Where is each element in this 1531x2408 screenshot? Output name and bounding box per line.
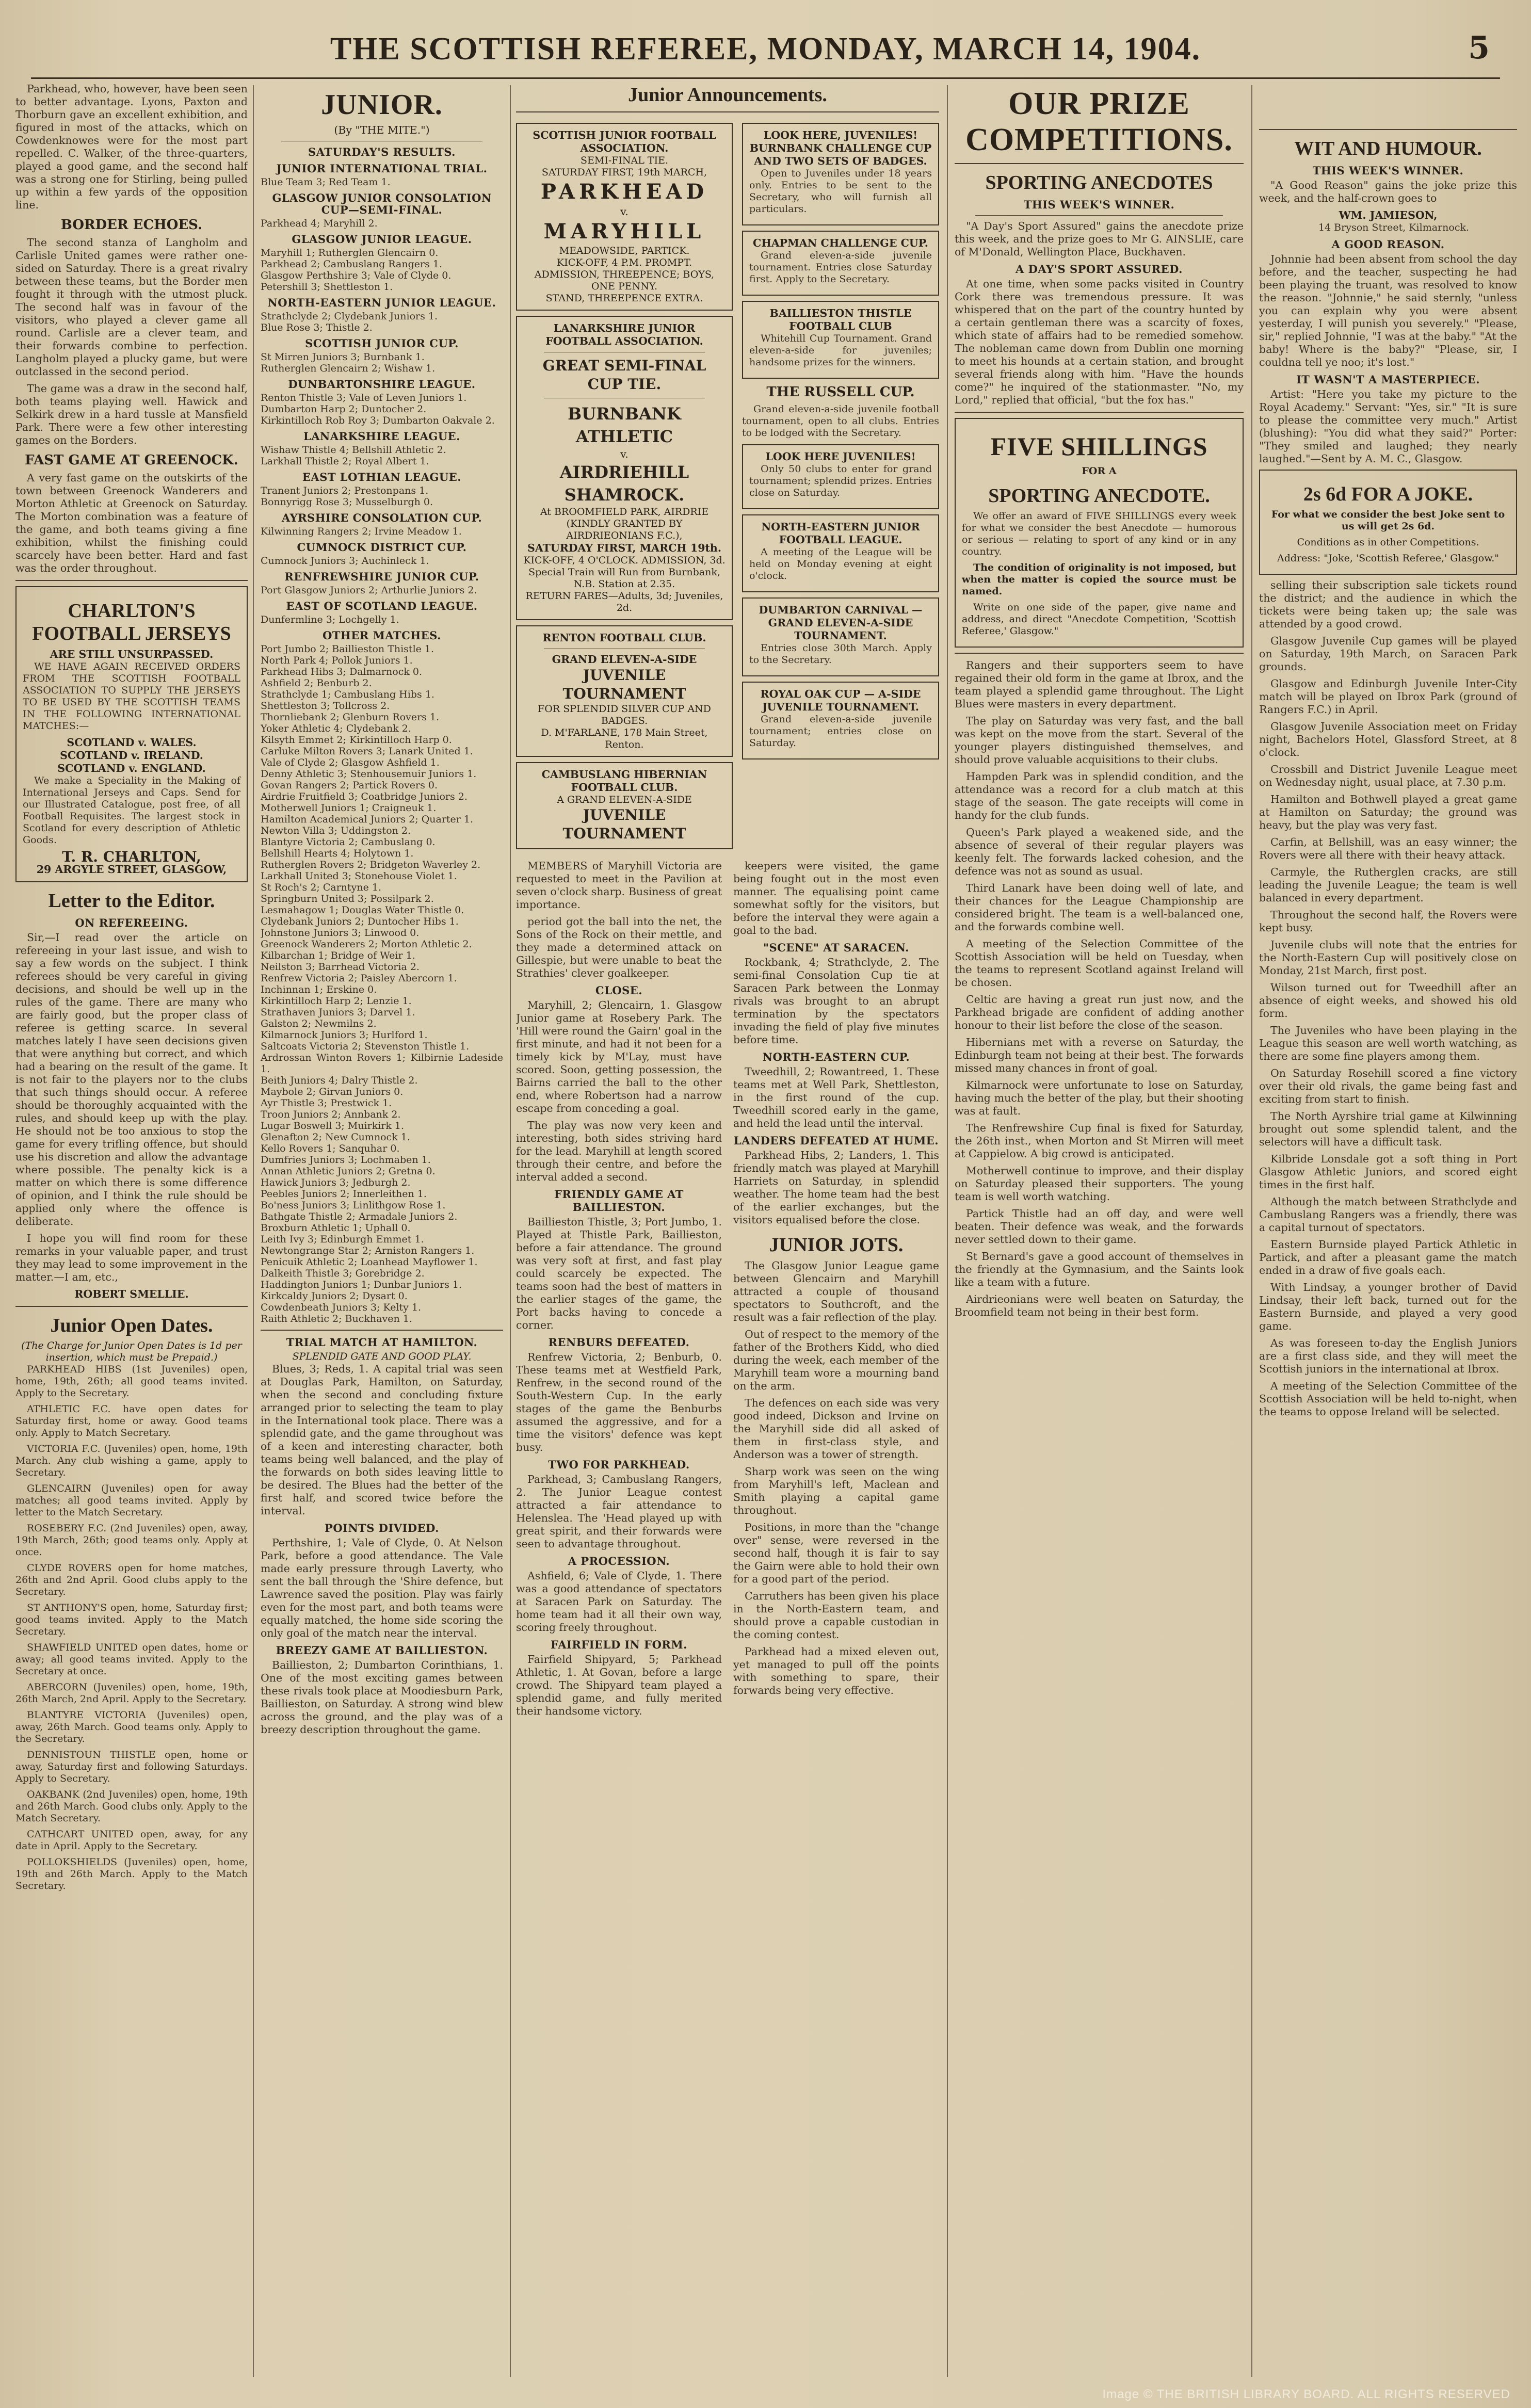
renton-notice — [516, 625, 733, 757]
trial-heading: TRIAL MATCH AT HAMILTON. — [286, 1336, 478, 1349]
results-section: AYRSHIRE CONSOLATION CUP. — [281, 511, 482, 524]
column-4: OUR PRIZE COMPETITIONS. SPORTING ANECDOTES THIS WEEK'S WINNER. "A Day's Sport Assured" gains the anecdote prize this week, and the prize goes to Mr G. AINSLIE, care of M'Donald, Wellington Place, Buckhaven. A DAY'S SPORT ASSURED. At one time, when some packs visited in Country Cork there was tremendous pressure. It was whispered that on the part of the country hunted by a certain gentleman there was a scarcity of foxes, which state of affairs had to be remedied somehow. The nobleman came down from Dublin one morning to meet his hounds at a certain station, and brought several friends along with him. "Have the hounds come?" he inquired of the stationmaster. "No, my Lord," replied that official, "but the fox has." FIVE SHILLINGS FOR A SPORTING ANECDOTE. We offer an award of FIVE SHILLINGS every week for what we consider the best Anecdote — humorous or serious — relating to sport of any kind or in any country. The condition of originality is not imposed, but when the matter is copied the source must be named. Write on one side of the paper, give name and address, and direct "Anecdote Competition, 'Scottish Referee,' Glasgow." Rangers and their supporters seem to have regained their old form in the game at Ibrox, and the team played a splendid game throughout. The Light Blues were masters in every department. The play on Saturday was very fast, and the ball was kept on the move from the start. Several of the younger players distinguished themselves, and should prove valuable acquisitions to their clubs. Hampden Park was in splendid condition, and the attendance was a record for a club match at this stage of the season. The gate receipts will come in handy for the club funds. Queen's Park played a weakened side, and the absence of several of their regular players was keenly felt. The forwards lacked cohesion, and the defence was not as sound as usual. Third Lanark have been doing well of late, and their chances for the League Championship are considered bright. The team is a well-balanced one, and the forwards combine well. A meeting of the Selection Committee of the Scottish Association will be held on Tuesday, when the teams to represent Scotland against Ireland will be chosen. Celtic are having a great run just now, and the Parkhead brigade are confident of adding another honour to their list before the close of the season. Hibernians met with a reverse on Saturday, the Edinburgh team not being at their best. The forwards missed many chances in front of goal. Kilmarnock were unfortunate to lose on Saturday, having much the better of the play, but their shooting was at fault. The Renfrewshire Cup final is fixed for Saturday, the 26th inst., when Morton and St Mirren will meet at Cappielow. A big crowd is anticipated. Motherwell continue to improve, and their display on Saturday pleased their supporters. The young team is well worth watching. Partick Thistle had an off day, and were well beaten. Their defence was weak, and the forwards never settled down to their game. St Bernard's gave a good account of themselves in the friendly at the Gymnasium, and the Saints look like a team with a future. Airdrieonians were well beaten on Saturday, the Broomfield team not being in their best form. — [955, 86, 1244, 1318]
five-shillings-heading: FIVE SHILLINGS — [990, 432, 1208, 461]
story-heading: LANDERS DEFEATED AT HUME. — [733, 1134, 939, 1147]
copyright-watermark: Image © THE BRITISH LIBRARY BOARD. ALL RIGHTS RESERVED — [1102, 2387, 1510, 2401]
joke-terms: For what we consider the best Joke sent to us will get 2s 6d. — [1271, 509, 1505, 532]
story-heading: TWO FOR PARKHEAD. — [548, 1458, 690, 1471]
notice-dumbarton: DUMBARTON CARNIVAL — GRAND ELEVEN-A-SIDE TOURNAMENT. Entries close 30th March. Apply to the Secretary. — [742, 597, 939, 676]
results-heading: SATURDAY'S RESULTS. — [308, 146, 456, 158]
lanark-event: GREAT SEMI-FINAL CUP TIE. — [542, 357, 706, 393]
cambuslang-org: CAMBUSLANG HIBERNIAN FOOTBALL CLUB. — [541, 768, 707, 794]
joke-conditions: Conditions as in other Competitions. — [1297, 537, 1479, 548]
story-heading: CLOSE. — [595, 984, 643, 997]
joke-competition-box — [1259, 470, 1517, 575]
border-echoes-heading: BORDER ECHOES. — [60, 217, 203, 233]
sjfa-team-2: MARYHILL — [543, 219, 705, 244]
column-rule — [1251, 85, 1252, 2377]
fast-game-heading: FAST GAME AT GREENOCK. — [25, 452, 238, 468]
sjfa-date: SATURDAY FIRST, 19th MARCH, — [541, 167, 707, 178]
notice-title: DUMBARTON CARNIVAL — GRAND ELEVEN-A-SIDE TOURNAMENT. — [759, 604, 923, 642]
results-section: GLASGOW JUNIOR LEAGUE. — [292, 233, 472, 246]
charlton-subheading: ARE STILL UNSURPASSED. — [50, 648, 214, 660]
letter-signature: ROBERT SMELLIE. — [74, 1288, 189, 1300]
story-heading: A PROCESSION. — [568, 1555, 670, 1567]
competitions-heading: OUR PRIZE COMPETITIONS. — [965, 86, 1233, 157]
column-rule — [510, 85, 511, 2377]
story-heading: RENBURS DEFEATED. — [548, 1336, 690, 1349]
sjfa-semifinal-notice — [516, 123, 733, 311]
lanark-team-2: AIRDRIEHILL SHAMROCK. — [559, 462, 689, 505]
results-section: GLASGOW JUNIOR CONSOLATION CUP—SEMI-FINAL. — [272, 191, 492, 216]
charlton-match-2: SCOTLAND v. IRELAND. — [60, 749, 203, 762]
notice-title: CHAPMAN CHALLENGE CUP. — [753, 237, 928, 249]
story-heading: FAIRFIELD IN FORM. — [551, 1638, 687, 1651]
results-section: OTHER MATCHES. — [323, 629, 441, 642]
notice-north-eastern: NORTH-EASTERN JUNIOR FOOTBALL LEAGUE. A meeting of the League will be held on Monday evening at eight o'clock. — [742, 514, 939, 592]
junior-jots-heading: JUNIOR JOTS. — [769, 1234, 904, 1256]
notice-baillieston: BAILLIESTON THISTLE FOOTBALL CLUB Whitehill Cup Tournament. Grand eleven-a-side for juveniles; handsome prizes for the winners. — [742, 301, 939, 379]
breezy-heading: BREEZY GAME AT BAILLIESTON. — [276, 1644, 488, 1657]
lanarkshire-semifinal-notice — [516, 316, 733, 620]
open-dates-heading: Junior Open Dates. — [50, 1315, 213, 1336]
anecdotes-heading: SPORTING ANECDOTES — [985, 172, 1213, 193]
wit-winner-name: WM. JAMIESON, — [1339, 209, 1438, 221]
reason-heading: A GOOD REASON. — [1331, 238, 1445, 251]
sjfa-ground: MEADOWSIDE, PARTICK. — [559, 245, 690, 256]
sjfa-versus: v. — [620, 205, 628, 218]
column-1: Parkhead, who, however, have been seen to better advantage. Lyons, Paxton and Thorburn gave an excellent exhibition, and figured in most of the attacks, which on Cowdenknowes were for the most part repelled. C. Walker, of the three-quarters, played a good game, and the second half was a strong one for Stirling, being pulled up within a few yards of the opposition line. BORDER ECHOES. The second stanza of Langholm and Carlisle United games were rather one-sided on Saturday. There is a great rivalry between these teams, but the Border men fought it through with the utmost pluck. The second half was in favour of the visitors, who played a clever game all round. Carlisle are a clever team, and their forwards combine to perfection. Langholm played a plucky game, but were outclassed in the second period. The game was a draw in the second half, both teams playing well. Hawick and Selkirk drew in a hard tussle at Mansfield Park. There were a few other interesting games on the Borders. FAST GAME AT GREENOCK. A very fast game on the outskirts of the town between Greenock Wanderers and Morton Athletic at Greenock on Saturday. The Morton combination was a feature of the game, and both teams giving a fine exhibition, whilst the finishing could scarcely have been better. Hard and fast was the order throughout. CHARLTON'S FOOTBALL JERSEYS ARE STILL UNSURPASSED. WE HAVE AGAIN RECEIVED ORDERS FROM THE SCOTTISH FOOTBALL ASSOCIATION TO SUPPLY THE JERSEYS TO BE USED BY THE SCOTTISH TEAMS IN THE FOLLOWING INTERNATIONAL MATCHES:— SCOTLAND v. WALES. SCOTLAND v. IRELAND. SCOTLAND v. ENGLAND. We make a Speciality in the Making of International Jerseys and Caps. Send for our Illustrated Catalogue, post free, of all Football Requisites. The largest stock in Scotland for every description of Athletic Goods. T. R. CHARLTON, 29 ARGYLE STREET, GLASGOW, Letter to the Editor. ON REFEREEING. Sir,—I read over the article on refereeing in your last issue, and wish to say a few words on the subject. I think referees should be very careful in giving decisions, and should be well up in the rules of the game. There are many who are fairly good, but the proper class of referee is getting scarce. In several matches lately I have seen decisions given that were anything but correct, and which had a bearing on the result of the game. It is not fair to the players nor to the clubs that such things should occur. A referee should be thoroughly acquainted with the rules, and should keep up with the play. He should not be too anxious to stop the game for every trifling offence, but should use his discretion and allow the advantage where possible. The penalty kick is a matter on which there is some difference of opinion, and I think the rule should be applied only where the offence is deliberate. I hope you will find room for these remarks in your valuable paper, and trust they may lead to some improvement in the matter.—I am, etc., ROBERT SMELLIE. Junior Open Dates. (The Charge for Junior Open Dates is 1d per insertion, which must be Prepaid.) PARKHEAD HIBS (1st Juveniles) open, home, 19th, 26th; all good teams invited. Apply to the Secretary. ATHLETIC F.C. have open dates for Saturday first, home or away. Good teams only. Apply to Match Secretary. VICTORIA F.C. (Juveniles) open, home, 19th March. Any club wishing a game, apply to Secretary. GLENCAIRN (Juveniles) open for away matches; all good teams invited. Apply by letter to the Match Secretary. ROSEBERY F.C. (2nd Juveniles) open, away, 19th March, 26th; good teams only. Apply at once. CLYDE ROVERS open for home matches, 26th and 2nd April. Good clubs apply to the Secretary. ST ANTHONY'S open, home, Saturday first; good teams invited. Apply to the Match Secretary. SHAWFIELD UNITED open dates, home or away; all good teams invited. Apply to the Secretary at once. ABERCORN (Juveniles) open, home, 19th, 26th March, 2nd April. Apply to the Secretary. BLANTYRE VICTORIA (Juveniles) open, away, 26th March. Good teams only. Apply to the Secretary. DENNISTOUN THISTLE open, home or away, Saturday first and following Saturdays. Apply to Secretary. OAKBANK (2nd Juveniles) open, home, 19th and 26th March. Good clubs only. Apply to the Match Secretary. CATHCART UNITED open, away, for any date in April. Apply to the Secretary. POLLOKSHIELDS (Juveniles) open, home, 19th and 26th March. Apply to the Match Secretary. — [15, 83, 248, 1892]
announcements-heading: Junior Announcements. — [628, 84, 827, 106]
renton-secretary: D. M'FARLANE, 178 Main Street, Renton. — [541, 727, 708, 750]
cambuslang-notice — [516, 762, 733, 849]
lanark-kickoff: KICK-OFF, 4 O'CLOCK. ADMISSION, 3d. — [523, 555, 726, 566]
notice-title: ROYAL OAK CUP — A-SIDE JUVENILE TOURNAMENT. — [760, 688, 921, 713]
masthead-title: THE SCOTTISH REFEREE, MONDAY, MARCH 14, 1904. — [330, 31, 1201, 67]
notice-burnbank: LOOK HERE, JUVENILES! BURNBANK CHALLENGE CUP AND TWO SETS OF BADGES. Open to Juveniles under 18 years only. Entries to be sent to the Secretary, who will furnish all particulars. — [742, 123, 939, 225]
column-5: WIT AND HUMOUR. THIS WEEK'S WINNER. "A Good Reason" gains the joke prize this week, and the half-crown goes to WM. JAMIESON, 14 Bryson Street, Kilmarnock. A GOOD REASON. Johnnie had been absent from school the day before, and the teacher, suspecting he had been playing the truant, was resolved to know the reason. "Johnnie," he said sternly, "unless you can explain why you were absent yesterday, I will punish you severely." "Please, sir," replied Johnnie, "I was at the baby." "At the baby! Where is the baby?" "Please, sir, I couldna tell ye noo; it's lost." IT WASN'T A MASTERPIECE. Artist: "Here you take my picture to the Royal Academy." Servant: "Yes, sir." "It is sure to please the committee very much." Artist (blushing): "You did what they said?" Porter: "They smiled and laughed; they nearly laughed."—Sent by A. M. C., Glasgow. 2s 6d FOR A JOKE. For what we consider the best Joke sent to us will get 2s 6d. Conditions as in other Competitions. Address: "Joke, 'Scottish Referee,' Glasgow." selling their subscription sale tickets round the district; and the audience in which the tickets were being taken up; the sale was attended by a good crowd. Glasgow Juvenile Cup games will be played on Saturday, 19th March, on Saracen Park grounds. Glasgow and Edinburgh Juvenile Inter-City match will be played on Ibrox Park (ground of Rangers F.C.) in April. Glasgow Juvenile Association meet on Friday night, Bachelors Hotel, Glassford Street, at 8 o'clock. Crossbill and District Juvenile League meet on Wednesday night, usual place, at 7.30 p.m. Hamilton and Bothwell played a great game at Hamilton on Saturday; the ground was heavy, but the play was very fast. Carfin, at Bellshill, was an easy winner; the Rovers were all there with their heavy attack. Carmyle, the Rutherglen cracks, are still leading the Juvenile League; the team is well balanced in every department. Throughout the second half, the Rovers were kept busy. Juvenile clubs will note that the entries for the North-Eastern Cup will positively close on Monday, 21st March, first post. Wilson turned out for Tweedhill after an absence of eight weeks, and showed his old form. The Juveniles who have been playing in the League this season are well worth watching, as there are some fine players among them. On Saturday Rosehill scored a fine victory over their old rivals, the game being fast and exciting from start to finish. The North Ayrshire trial game at Kilwinning brought out some splendid talent, and the selectors will have a difficult task. Kilbride Lonsdale got a soft thing in Port Glasgow Athletic Juniors, and scored eight times in the first half. Although the match between Strathclyde and Cambuslang Rangers was a friendly, there was a capital turnout of spectators. Eastern Burnside played Partick Athletic in Partick, and after a pleasant game the match ended in a draw of five goals each. With Lindsay, a younger brother of David Lindsay, their left back, turned out for the Eastern Burnside, and played a very good game. As was foreseen to-day the English Juniors are a first class side, and they will meet the Scottish juniors in the international at Ibrox. A meeting of the Selection Committee of the Scottish Association will be held to-night, when the teams to oppose Ireland will be selected. — [1259, 83, 1517, 2387]
masthead — [31, 21, 1500, 79]
story-heading: FRIENDLY GAME AT BAILLIESTON. — [554, 1188, 684, 1214]
story-heading: "SCENE" AT SARACEN. — [763, 941, 909, 954]
results-section: SCOTTISH JUNIOR CUP. — [305, 337, 459, 350]
letter-subheading: ON REFEREEING. — [75, 916, 188, 929]
results-section: RENFREWSHIRE JUNIOR CUP. — [284, 570, 479, 583]
notice-title: LOOK HERE JUVENILES! — [765, 450, 916, 463]
sjfa-stand: STAND, THREEPENCE EXTRA. — [545, 293, 703, 304]
lanark-ground: At BROOMFIELD PARK, AIRDRIE — [540, 506, 709, 518]
sjfa-kickoff: KICK-OFF, 4 P.M. PROMPT. — [557, 257, 692, 268]
five-shillings-address: Write on one side of the paper, give name and address, and direct "Anecdote Competition, 'Scottish Referee,' Glasgow." — [962, 602, 1236, 637]
results-section: JUNIOR INTERNATIONAL TRIAL. — [276, 162, 488, 175]
column-2: JUNIOR. (By "THE MITE.") SATURDAY'S RESULTS. JUNIOR INTERNATIONAL TRIAL. Blue Team 3; Red Team 1. GLASGOW JUNIOR CONSOLATION CUP—SEMI-FINAL. Parkhead 4; Maryhill 2. GLASGOW JUNIOR LEAGUE. Maryhill 1; Rutherglen Glencairn 0. Parkhead 2; Cambuslang Rangers 1. Glasgow Perthshire 3; Vale of Clyde 0. Petershill 3; Shettleston 1. NORTH-EASTERN JUNIOR LEAGUE. Strathclyde 2; Clydebank Juniors 1. Blue Rose 3; Thistle 2. SCOTTISH JUNIOR CUP. St Mirren Juniors 3; Burnbank 1. Rutherglen Glencairn 2; Wishaw 1. DUNBARTONSHIRE LEAGUE. Renton Thistle 3; Vale of Leven Juniors 1. Dumbarton Harp 2; Duntocher 2. Kirkintilloch Rob Roy 3; Dumbarton Oakvale 2. LANARKSHIRE LEAGUE. Wishaw Thistle 4; Bellshill Athletic 2. Larkhall Thistle 2; Royal Albert 1. EAST LOTHIAN LEAGUE. Tranent Juniors 2; Prestonpans 1. Bonnyrigg Rose 3; Musselburgh 0. AYRSHIRE CONSOLATION CUP. Kilwinning Rangers 2; Irvine Meadow 1. CUMNOCK DISTRICT CUP. Cumnock Juniors 3; Auchinleck 1. RENFREWSHIRE JUNIOR CUP. Port Glasgow Juniors 2; Arthurlie Juniors 2. EAST OF SCOTLAND LEAGUE. Dunfermline 3; Lochgelly 1. OTHER MATCHES. Port Jumbo 2; Baillieston Thistle 1. North Park 4; Pollok Juniors 1. Parkhead Hibs 3; Dalmarnock 0. Ashfield 2; Benburb 2. Strathclyde 1; Cambuslang Hibs 1. Shettleston 3; Tollcross 2. Thornliebank 2; Glenburn Rovers 1. Yoker Athletic 4; Clydebank 2. Kilsyth Emmet 2; Kirkintilloch Harp 0. Carluke Milton Rovers 3; Lanark United 1. Vale of Clyde 2; Glasgow Ashfield 1. Denny Athletic 3; Stenhousemuir Juniors 1. Govan Rangers 2; Partick Rovers 0. Airdrie Fruitfield 3; Coatbridge Juniors 2. Motherwell Juniors 1; Craigneuk 1. Hamilton Academical Juniors 2; Quarter 1. Newton Villa 3; Uddingston 2. Blantyre Victoria 2; Cambuslang 0. Bellshill Hearts 4; Holytown 1. Rutherglen Rovers 2; Bridgeton Waverley 2. Larkhall United 3; Stonehouse Violet 1. St Roch's 2; Carntyne 1. Springburn United 3; Possilpark 2. Lesmahagow 1; Douglas Water Thistle 0. Clydebank Juniors 2; Duntocher Hibs 1. Johnstone Juniors 3; Linwood 0. Greenock Wanderers 2; Morton Athletic 2. Kilbarchan 1; Bridge of Weir 1. Neilston 3; Barrhead Victoria 2. Renfrew Victoria 2; Paisley Abercorn 1. Inchinnan 1; Erskine 0. Kirkintilloch Harp 2; Lenzie 1. Strathaven Juniors 3; Darvel 1. Galston 2; Newmilns 2. Kilmarnock Juniors 3; Hurlford 1. Saltcoats Victoria 2; Stevenston Thistle 1. Ardrossan Winton Rovers 1; Kilbirnie Ladeside 1. Beith Juniors 4; Dalry Thistle 2. Maybole 2; Girvan Juniors 0. Ayr Thistle 3; Prestwick 1. Troon Juniors 2; Annbank 2. Lugar Boswell 3; Muirkirk 1. Glenafton 2; New Cumnock 1. Kello Rovers 1; Sanquhar 0. Dumfries Juniors 3; Lochmaben 1. Annan Athletic Juniors 2; Gretna 0. Hawick Juniors 3; Jedburgh 2. Peebles Juniors 2; Innerleithen 1. Bo'ness Juniors 3; Linlithgow Rose 1. Bathgate Thistle 2; Armadale Juniors 2. Broxburn Athletic 1; Uphall 0. Leith Ivy 3; Edinburgh Emmet 1. Newtongrange Star 2; Arniston Rangers 1. Penicuik Athletic 2; Loanhead Mayflower 1. Dalkeith Thistle 3; Gorebridge 2. Haddington Juniors 1; Dunbar Juniors 1. Kirkcaldy Juniors 2; Dysart 0. Cowdenbeath Juniors 3; Kelty 1. Raith Athletic 2; Buckhaven 1. TRIAL MATCH AT HAMILTON. SPLENDID GATE AND GOOD PLAY. Blues, 3; Reds, 1. A capital trial was seen at Douglas Park, Hamilton, on Saturday, when the second and concluding fixture arranged prior to selecting the team to play in the International took place. There was a splendid gate, and the game throughout was of a keen and interesting character, both teams being well balanced, and the play of the forwards on both sides leaving little to be desired. The Blues had the better of the first half, and scored twice before the interval. POINTS DIVIDED. Perthshire, 1; Vale of Clyde, 0. At Nelson Park, before a good attendance. The Vale made early pressure through Laverty, who sent the ball through the 'Shire defence, but Lawrence saved the position. Play was fairly even for the most part, and both teams were equally matched, the home side scoring the only goal of the match near the interval. BREEZY GAME AT BAILLIESTON. Baillieston, 2; Dumbarton Corinthians, 1. One of the most exciting games between these rivals took place at Moodiesburn Park, Baillieston, on Saturday. A strong wind blew across the ground, and the play was of a breezy description throughout the game. — [261, 89, 503, 1736]
anecdote-story-heading: A DAY'S SPORT ASSURED. — [1016, 263, 1183, 276]
lanark-versus: v. — [620, 448, 628, 460]
column-rule — [947, 85, 948, 2377]
cambuslang-tournament: JUVENILE TOURNAMENT — [562, 806, 686, 842]
charlton-match-1: SCOTLAND v. WALES. — [67, 736, 197, 749]
five-shillings-target: SPORTING ANECDOTE. — [988, 485, 1210, 507]
page-number: 5 — [1468, 30, 1490, 66]
results-section: DUNBARTONSHIRE LEAGUE. — [288, 378, 476, 391]
junior-heading: JUNIOR. — [321, 89, 443, 121]
five-shillings-for: FOR A — [1082, 465, 1117, 477]
column-rule — [253, 85, 254, 2377]
lanark-date: SATURDAY FIRST, MARCH 19th. — [527, 542, 721, 554]
masterpiece-heading: IT WASN'T A MASTERPIECE. — [1296, 373, 1480, 386]
notice-title: LOOK HERE, JUVENILES! BURNBANK CHALLENGE CUP AND TWO SETS OF BADGES. — [749, 129, 932, 167]
renton-event: GRAND ELEVEN-A-SIDE — [552, 653, 697, 666]
junior-byline: (By "THE MITE.") — [334, 124, 430, 136]
points-heading: POINTS DIVIDED. — [325, 1522, 439, 1534]
sjfa-org: SCOTTISH JUNIOR FOOTBALL ASSOCIATION. — [533, 129, 716, 154]
charlton-name: T. R. CHARLTON, — [62, 848, 201, 865]
cambuslang-event: A GRAND ELEVEN-A-SIDE — [557, 794, 692, 805]
results-section: EAST OF SCOTLAND LEAGUE. — [286, 600, 478, 612]
column-3: Junior Announcements. SCOTTISH JUNIOR FOOTBALL ASSOCIATION. SEMI-FINAL TIE. SATURDAY FIRST, 19th MARCH, PARKHEAD v. MARYHILL MEADOWSIDE, PARTICK. KICK-OFF, 4 P.M. PROMPT. ADMISSION, THREEPENCE; BOYS, ONE PENNY. STAND, THREEPENCE EXTRA. LANARKSHIRE JUNIOR FOOTBALL ASSOCIATION. GREAT SEMI-FINAL CUP TIE. BURNBANK ATHLETIC v. AIRDRIEHILL SHAMROCK. At BROOMFIELD PARK, AIRDRIE (KINDLY GRANTED BY AIRDRIEONIANS F.C.), SATURDAY FIRST, MARCH 19th. KICK-OFF, 4 O'CLOCK. ADMISSION, 3d. Special Train will Run from Burnbank, N.B. Station at 2.35. RETURN FARES—Adults, 3d; Juveniles, 2d. RENTON FOOTBALL CLUB. GRAND ELEVEN-A-SIDE JUVENILE TOURNAMENT FOR SPLENDID SILVER CUP AND BADGES. D. M'FARLANE, 178 Main Street, Renton. CAMBUSLANG HIBERNIAN FOOTBALL CLUB. A GRAND ELEVEN-A-SIDE JUVENILE TOURNAMENT LOOK HERE, JUVENILES! BURNBANK CHALLENGE CUP AND TWO SETS OF BADGES. Open to Juveniles under 18 years only. Entries to be sent to the Secretary, who will furnish all particulars. CHAPMAN CHALLENGE CUP. Grand eleven-a-side juvenile tournament. Entries close Saturday first. Apply to the Secretary. BAILLIESTON THISTLE FOOTBALL CLUB Whitehill Cup Tournament. Grand eleven-a-side for juveniles; handsome prizes for the winners. THE RUSSELL CUP. Grand eleven-a-side juvenile football tournament, open to all clubs. Entries to be lodged with the Secretary. LOOK HERE JUVENILES! Only 50 clubs to enter for grand tournament; splendid prizes. Entries close on Saturday. NORTH-EASTERN JUNIOR FOOTBALL LEAGUE. A meeting of the League will be held on Monday evening at eight o'clock. DUMBARTON CARNIVAL — GRAND ELEVEN-A-SIDE TOURNAMENT. Entries close 30th March. Apply to the Secretary. ROYAL OAK CUP — A-SIDE JUVENILE TOURNAMENT. Grand eleven-a-side juvenile tournament; entries close on Saturday. MEMBERS of Maryhill Victoria are requested to meet in the Pavilion at seven o'clock sharp. Business of great importance. period got the ball into the net, the Sons of the Rock on their mettle, and they made a determined attack on Gillespie, but were unable to beat the Strathies' clever goalkeeper. CLOSE. Maryhill, 2; Glencairn, 1. Glasgow Junior game at Rosebery Park. The 'Hill were round the Gairn' goal in the first minute, and had it not been for a timely kick by M'Lay, must have scored. Soon, getting possession, the Bairns carried the ball to the other end, where Robertson had a narrow escape from conceding a goal. The play was now very keen and interesting, both sides striving hard for the lead. Maryhill at length scored through their centre, and before the interval added a second. FRIENDLY GAME AT BAILLIESTON. Baillieston Thistle, 3; Port Jumbo, 1. Played at Thistle Park, Baillieston, before a fair attendance. The ground was very soft at first, and fast play could scarcely be expected. The teams soon had the best of matters in the earlier stages of the game, the Port backs having to concede a corner. RENBURS DEFEATED. Renfrew Victoria, 2; Benburb, 0. These teams met at Westfield Park, Renfrew, in the second round of the South-Western Cup. In the early stages of the game the Benburbs assumed the aggressive, and for a time the visitors' defence was kept busy. TWO FOR PARKHEAD. Parkhead, 3; Cambuslang Rangers, 2. The Junior League contest attracted a fair attendance to Helenslea. The 'Head played up with great spirit, and their forwards were seen to advantage throughout. A PROCESSION. Ashfield, 6; Vale of Clyde, 1. There was a good attendance of spectators at Saracen Park on Saturday. The home team had it all their own way, scoring freely throughout. FAIRFIELD IN FORM. Fairfield Shipyard, 5; Parkhead Athletic, 1. At Govan, before a large crowd. The Shipyard team played a splendid game, and fully merited their handsome victory. keepers were visited, the game being fought out in the most even manner. The equalising point came somewhat softly for the visitors, but before the interval they were again a goal to the bad. "SCENE" AT SARACEN. Rockbank, 4; Strathclyde, 2. The semi-final Consolation Cup tie at Saracen Park between the Lonmay rivals was brought to an abrupt termination by the spectators invading the field of play five minutes before time. NORTH-EASTERN CUP. Tweedhill, 2; Rowantreed, 1. These teams met at Well Park, Shettleston, in the first round of the cup. Tweedhill scored early in the game, and held the lead until the interval. LANDERS DEFEATED AT HUME. Parkhead Hibs, 2; Landers, 1. This friendly match was played at Maryhill Harriets on Saturday, in splendid weather. The home team had the best of the earlier exchanges, but the visitors equalised before the close. JUNIOR JOTS. The Glasgow Junior League game between Glencairn and Maryhill attracted a couple of thousand spectators to Southcroft, and the result was a fair reflection of the play. Out of respect to the memory of the father of the Brothers Kidd, who died during the week, each member of the Maryhill team wore a mourning band on the arm. The defences on each side was very good indeed, Dickson and Irvine on the Maryhill side did all asked of them in first-class style, and Anderson was a tower of strength. Sharp work was seen on the wing from Maryhill's left, Maclean and Smith playing a capital game throughout. Positions, in more than the "change over" sense, were reversed in the second half, though it is fair to say the Gairn were able to hold their own for a good part of the period. Carruthers has been given his place in the North-Eastern team, and should prove a capable custodian in the coming contest. Parkhead had a mixed eleven out, yet managed to pull off the points with something to spare, their forwards being very effective. — [516, 84, 939, 1717]
renton-prizes: FOR SPLENDID SILVER CUP AND BADGES. — [538, 703, 711, 726]
trial-subheading: SPLENDID GATE AND GOOD PLAY. — [292, 1351, 472, 1362]
charlton-match-3: SCOTLAND v. ENGLAND. — [57, 762, 206, 774]
results-section: EAST LOTHIAN LEAGUE. — [302, 471, 462, 483]
charlton-heading: CHARLTON'S FOOTBALL JERSEYS — [32, 600, 231, 644]
lanark-return: RETURN FARES—Adults, 3d; Juveniles, 2d. — [525, 590, 723, 613]
sjfa-team-1: PARKHEAD — [540, 180, 708, 204]
notice-chapman: CHAPMAN CHALLENGE CUP. Grand eleven-a-side juvenile tournament. Entries close Saturday first. Apply to the Secretary. — [742, 231, 939, 296]
lanark-team-1: BURNBANK ATHLETIC — [568, 404, 681, 446]
letter-heading: Letter to the Editor. — [48, 890, 215, 912]
results-section: CUMNOCK DISTRICT CUP. — [297, 541, 467, 554]
open-dates-note: (The Charge for Junior Open Dates is 1d per insertion, which must be Prepaid.) — [21, 1340, 242, 1363]
results-section: NORTH-EASTERN JUNIOR LEAGUE. — [267, 296, 496, 309]
five-shillings-box: FIVE SHILLINGS FOR A SPORTING ANECDOTE. We offer an award of FIVE SHILLINGS every week for what we consider the best Anecdote — humorous or serious — relating to sport of any kind or in any country. The condition of originality is not imposed, but when the matter is copied the source must be named. Write on one side of the paper, give name and address, and direct "Anecdote Competition, 'Scottish Referee,' Glasgow." — [955, 418, 1244, 648]
charlton-advert: CHARLTON'S FOOTBALL JERSEYS ARE STILL UNSURPASSED. WE HAVE AGAIN RECEIVED ORDERS FROM THE SCOTTISH FOOTBALL ASSOCIATION TO SUPPLY THE JERSEYS TO BE USED BY THE SCOTTISH TEAMS IN THE FOLLOWING INTERNATIONAL MATCHES:— SCOTLAND v. WALES. SCOTLAND v. IRELAND. SCOTLAND v. ENGLAND. We make a Speciality in the Making of International Jerseys and Caps. Send for our Illustrated Catalogue, post free, of all Football Requisites. The largest stock in Scotland for every description of Athletic Goods. T. R. CHARLTON, 29 ARGYLE STREET, GLASGOW, — [15, 586, 248, 882]
five-shillings-terms: The condition of originality is not imposed, but when the matter is copied the source must be named. — [962, 562, 1236, 597]
joke-price: 2s 6d FOR A JOKE. — [1303, 483, 1473, 505]
renton-org: RENTON FOOTBALL CLUB. — [542, 632, 706, 644]
wit-heading: WIT AND HUMOUR. — [1294, 138, 1482, 159]
sjfa-round: SEMI-FINAL TIE. — [580, 155, 669, 166]
story-heading: NORTH-EASTERN CUP. — [762, 1051, 910, 1063]
lanark-train: Special Train will Run from Burnbank, N.B. Station at 2.35. — [528, 567, 720, 590]
lanark-kindly: (KINDLY GRANTED BY AIRDRIEONIANS F.C.), — [566, 518, 683, 541]
anecdotes-subheading: THIS WEEK'S WINNER. — [1023, 198, 1175, 211]
notice-russell-cup: THE RUSSELL CUP. — [766, 384, 915, 400]
notice-look-here: LOOK HERE JUVENILES! Only 50 clubs to enter for grand tournament; splendid prizes. Entries close on Saturday. — [742, 444, 939, 509]
results-section: LANARKSHIRE LEAGUE. — [303, 430, 460, 443]
joke-address: Address: "Joke, 'Scottish Referee,' Glasgow." — [1277, 553, 1500, 564]
charlton-address: 29 ARGYLE STREET, GLASGOW, — [36, 863, 227, 876]
notice-title: NORTH-EASTERN JUNIOR FOOTBALL LEAGUE. — [761, 521, 920, 546]
renton-tournament: JUVENILE TOURNAMENT — [562, 667, 686, 702]
notice-royal-oak: ROYAL OAK CUP — A-SIDE JUVENILE TOURNAMENT. Grand eleven-a-side juvenile tournament; entries close on Saturday. — [742, 682, 939, 759]
sjfa-admission: ADMISSION, THREEPENCE; BOYS, ONE PENNY. — [534, 269, 715, 292]
wit-subheading: THIS WEEK'S WINNER. — [1312, 164, 1464, 177]
lanark-org: LANARKSHIRE JUNIOR FOOTBALL ASSOCIATION. — [545, 322, 703, 347]
notice-title: BAILLIESTON THISTLE FOOTBALL CLUB — [769, 307, 912, 332]
